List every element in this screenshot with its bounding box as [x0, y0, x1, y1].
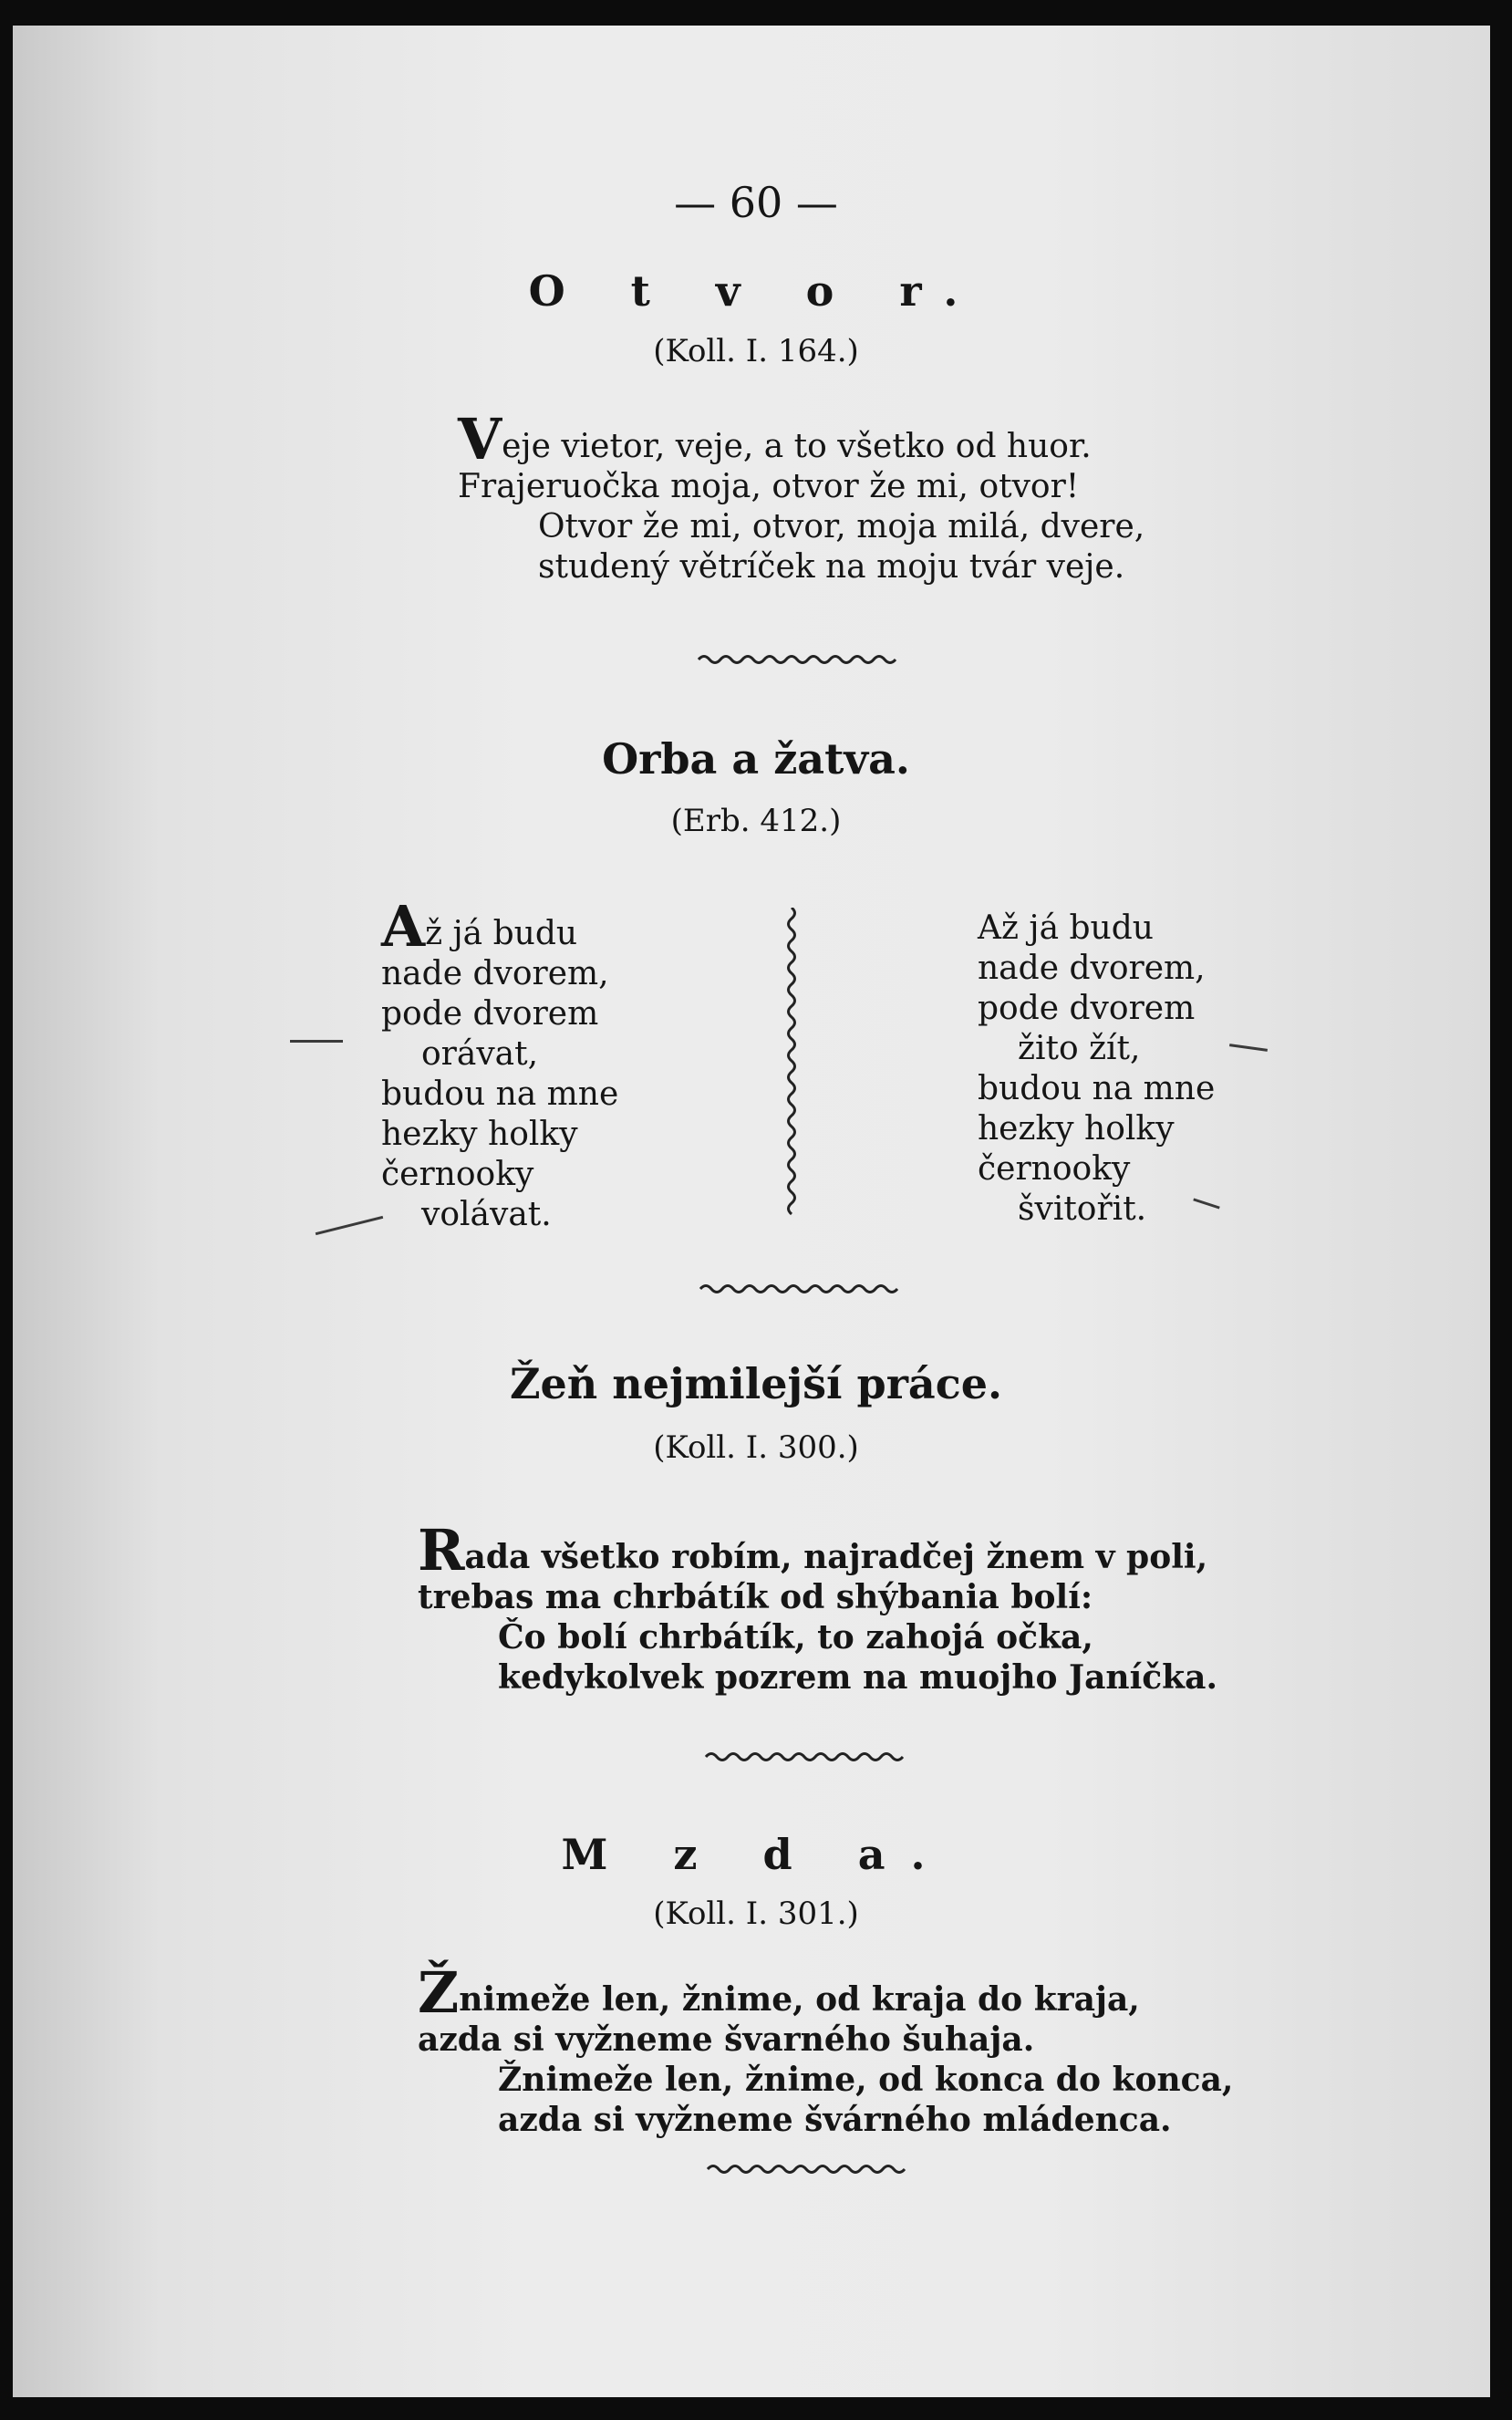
verse-line: Žnimeže len, žnime, od konca do konca, — [498, 2061, 1234, 2099]
verse-line: Žnimeže len, žnime, od kraja do kraja, — [418, 1959, 1140, 2026]
poem-title-orba: Orba a žatva. — [602, 734, 910, 784]
verse-line: nade dvorem, — [978, 950, 1206, 987]
poem-source-zen: (Koll. I. 300.) — [653, 1429, 859, 1466]
verse-line: Otvor že mi, otvor, moja milá, dvere, — [538, 508, 1145, 545]
verse-line: kedykolvek pozrem na muojho Janíčka. — [498, 1658, 1217, 1697]
margin-mark — [290, 1040, 343, 1043]
poem-verse-otvor — [458, 406, 1145, 587]
verse-line: volávat. — [421, 1196, 552, 1233]
separator-ornament — [0, 1282, 1512, 1296]
poem-source-orba: (Erb. 412.) — [670, 803, 842, 839]
verse-line: Až já budu — [381, 893, 578, 960]
page-number: — 60 — — [674, 178, 838, 227]
poem-source-otvor: (Koll. I. 164.) — [653, 333, 859, 369]
verse-line: trebas ma chrbátík od shýbania bolí: — [418, 1578, 1093, 1616]
verse-line: žito žít, — [1018, 1030, 1141, 1067]
verse-line: Rada všetko robím, najradčej žnem v poli, — [418, 1517, 1208, 1584]
separator-ornament — [0, 652, 1512, 667]
verse-line: Frajeruočka moja, otvor že mi, otvor! — [458, 468, 1080, 505]
verse-line: černooky — [978, 1150, 1131, 1188]
verse-line: orávat, — [421, 1035, 539, 1073]
verse-line: azda si vyžneme švarného šuhaja. — [418, 2020, 1035, 2059]
verse-line: studený větríček na moju tvár veje. — [538, 548, 1125, 586]
poem-source-mzda: (Koll. I. 301.) — [653, 1895, 859, 1932]
margin-mark — [316, 1216, 383, 1235]
poem-verse-orba-left — [381, 893, 619, 1235]
verse-line: hezky holky — [978, 1110, 1175, 1148]
verse-line: švitořit. — [1018, 1190, 1147, 1228]
poem-title-otvor: O t v o r. — [528, 266, 984, 316]
verse-line: pode dvorem — [381, 995, 599, 1033]
column-divider-ornament — [782, 908, 801, 1227]
verse-line: nade dvorem, — [381, 955, 609, 992]
verse-line: Čo bolí chrbátík, to zahojá očka, — [498, 1618, 1093, 1657]
poem-title-mzda: M z d a. — [561, 1830, 951, 1879]
verse-line: Až já budu — [978, 909, 1154, 947]
separator-ornament — [0, 1750, 1512, 1764]
separator-ornament — [0, 2162, 1512, 2176]
margin-mark — [1229, 1044, 1268, 1052]
drop-cap: R — [418, 1517, 465, 1584]
verse-line: černooky — [381, 1156, 534, 1193]
verse-line: hezky holky — [381, 1116, 578, 1153]
poem-verse-mzda — [418, 1959, 1234, 2140]
poem-verse-orba-right — [978, 909, 1215, 1230]
verse-line: pode dvorem — [978, 990, 1196, 1027]
drop-cap: V — [458, 406, 502, 473]
verse-line: budou na mne — [381, 1075, 619, 1113]
drop-cap: A — [381, 893, 426, 960]
poem-title-zen: Žeň nejmilejší práce. — [509, 1359, 1003, 1408]
poem-verse-zen — [418, 1517, 1217, 1698]
drop-cap: Ž — [418, 1959, 460, 2026]
verse-line: budou na mne — [978, 1070, 1216, 1107]
verse-line: azda si vyžneme švárného mládenca. — [498, 2101, 1172, 2139]
verse-line: Veje vietor, veje, a to všetko od huor. — [458, 406, 1092, 473]
